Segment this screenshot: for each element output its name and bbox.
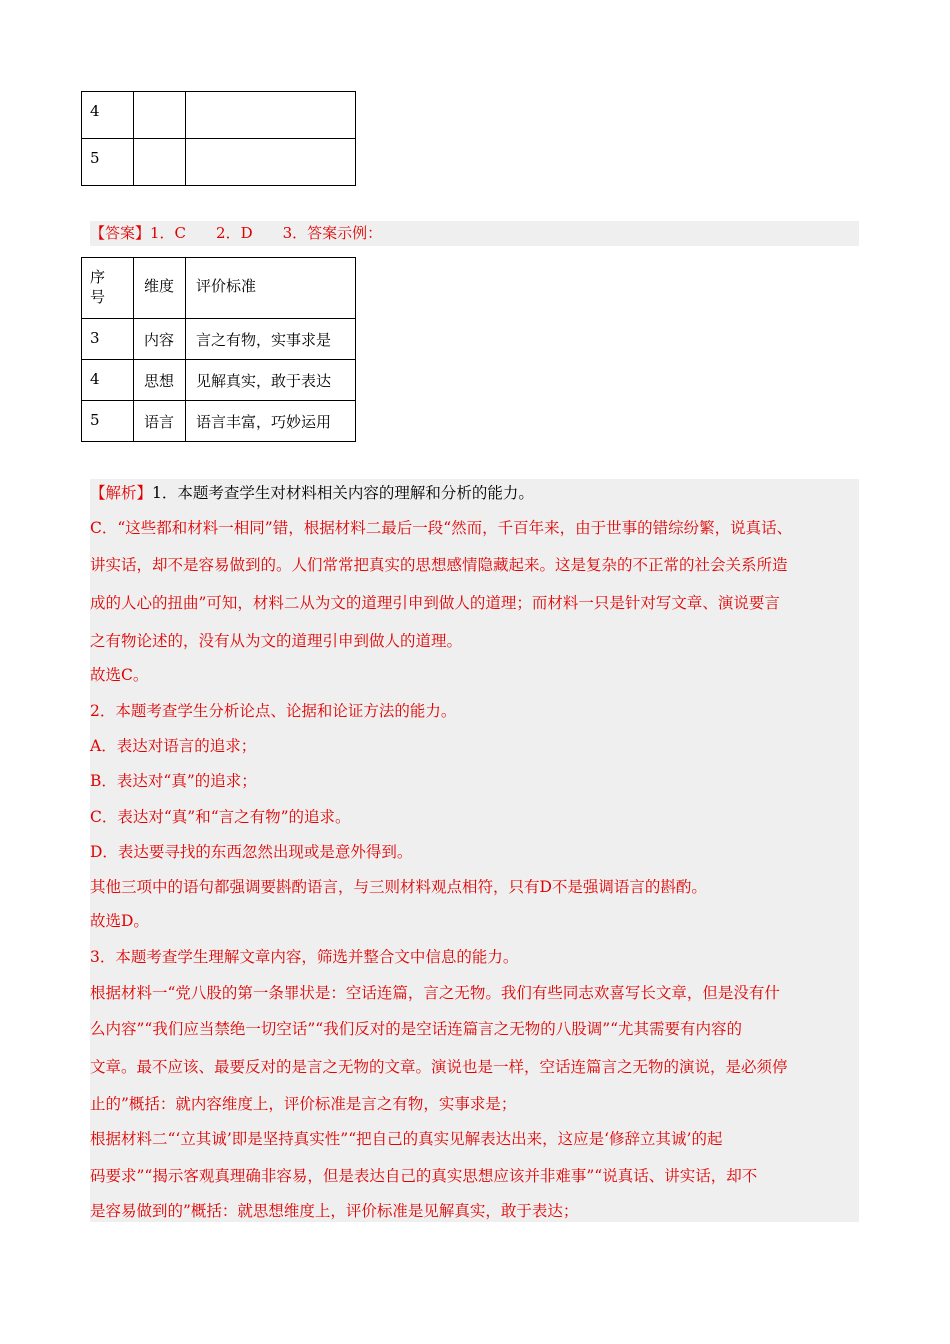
analysis-line: 止的”概括：就内容维度上，评价标准是言之有物，实事求是；: [90, 1095, 517, 1113]
analysis-label: 【解析】: [90, 484, 153, 502]
table-header-row: [82, 258, 356, 319]
row-standard: 言之有物，实事求是: [196, 331, 332, 349]
top-partial-table: [81, 91, 356, 186]
analysis-line: 故选D。: [90, 912, 149, 930]
analysis-line: 是容易做到的”概括：就思想维度上，评价标准是见解真实，敢于表达；: [90, 1202, 579, 1220]
analysis-block: [90, 479, 859, 1222]
analysis-line: 码要求”“揭示客观真理确非容易，但是表达自己的真实思想应该并非难事”“说真话、讲实话，却不: [90, 1167, 758, 1185]
answer-bar: [90, 221, 859, 246]
analysis-line: C．表达对“真”和“言之有物”的追求。: [90, 808, 351, 826]
analysis-line: 根据材料一“党八股的第一条罪状是：空话连篇，言之无物。我们有些同志欢喜写长文章，但是没有什: [90, 984, 780, 1002]
table-row: [82, 139, 356, 186]
row-dimension: 思想: [144, 372, 175, 390]
analysis-line: 之有物论述的，没有从为文的道理引申到做人的道理。: [90, 632, 463, 650]
table-row: [82, 401, 356, 442]
row-number: 3: [90, 329, 100, 347]
row-standard: 见解真实，敢于表达: [196, 372, 332, 390]
analysis-line: 根据材料二“‘立其诚’即是坚持真实性”“把自己的真实见解表达出来，这应是‘修辞立其诚’的起: [90, 1130, 723, 1148]
row-number: 5: [90, 411, 100, 429]
row-number: 4: [90, 370, 100, 388]
table-row: [82, 360, 356, 401]
analysis-line: 讲实话，却不是容易做到的。人们常常把真实的思想感情隐藏起来。这是复杂的不正常的社会关系所造: [90, 556, 788, 574]
analysis-line: 故选C。: [90, 666, 149, 684]
analysis-line: C．“这些都和材料一相同”错，根据材料二最后一段“然而，千百年来，由于世事的错综纷繁，说真话、: [90, 519, 793, 537]
row-number: 4: [90, 102, 100, 120]
analysis-line: 文章。最不应该、最要反对的是言之无物的文章。演说也是一样，空话连篇言之无物的演说，是必须停: [90, 1058, 788, 1076]
row-standard: [186, 92, 355, 102]
analysis-line: D．表达要寻找的东西忽然出现或是意外得到。: [90, 843, 413, 861]
analysis-line: B．表达对“真”的追求；: [90, 772, 257, 790]
analysis-line: 么内容”“我们应当禁绝一切空话”“我们反对的是空话连篇言之无物的八股调”“尤其需要有内容的: [90, 1020, 743, 1038]
header-dimension: 维度: [144, 277, 175, 295]
row-dimension: [134, 139, 185, 149]
analysis-line: 2．本题考查学生分析论点、论据和论证方法的能力。: [90, 702, 457, 720]
answer-label: 【答案】: [90, 224, 151, 242]
table-row: [82, 319, 356, 360]
analysis-line: 3．本题考查学生理解文章内容，筛选并整合文中信息的能力。: [90, 948, 519, 966]
row-standard: 语言丰富，巧妙运用: [196, 413, 332, 431]
row-dimension: 语言: [144, 413, 175, 431]
row-dimension: 内容: [144, 331, 175, 349]
row-dimension: [134, 92, 185, 102]
analysis-line: 【解析】1．本题考查学生对材料相关内容的理解和分析的能力。: [90, 484, 534, 502]
header-number: 序 号: [90, 268, 106, 306]
header-standard: 评价标准: [196, 277, 257, 295]
analysis-line: 其他三项中的语句都强调要斟酌语言，与三则材料观点相符，只有D不是强调语言的斟酌。: [90, 878, 707, 896]
row-standard: [186, 139, 355, 149]
table-row: [82, 92, 356, 139]
answer-table: [81, 257, 356, 442]
row-number: 5: [90, 149, 100, 167]
analysis-line: A．表达对语言的追求；: [90, 737, 257, 755]
analysis-line: 成的人心的扭曲”可知，材料二从为文的道理引申到做人的道理；而材料一只是针对写文章、演说要言: [90, 594, 780, 612]
answer-text: 1．C 2．D 3．答案示例：: [150, 224, 383, 242]
